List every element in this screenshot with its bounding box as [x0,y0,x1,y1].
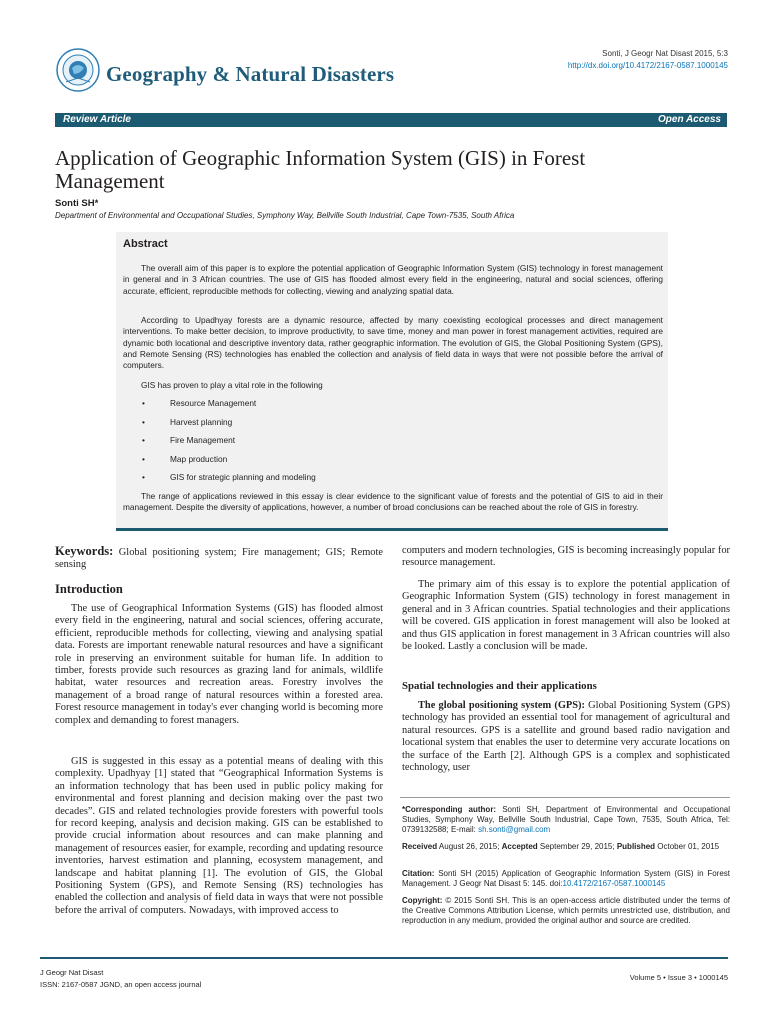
received-date: August 26, 2015; [437,842,502,851]
abstract-paragraph [123,315,663,371]
footer-volume: Volume 5 • Issue 3 • 1000145 [629,973,728,982]
abstract-p3: GIS has proven to play a vital role in the following [141,380,323,390]
bullet-item: • Harvest planning [142,417,233,427]
bullet-label: Map production [170,454,228,464]
affiliation: Department of Environmental and Occupational Studies, Symphony Way, Bellville South Industrial, Cape Town-7535, South Africa [55,211,515,220]
bullet-item: • Fire Management [142,435,236,445]
received-label: Received [402,842,438,851]
bullet-item: • Map production [142,454,228,464]
copyright-text: © 2015 Sonti SH. This is an open-access article distributed under the terms of the Creative Commons Attribution License, which permits unrestricted use, distribution, and reproduction in any medium, provided the original author and source are credited. [402,896,730,925]
right-p3: Global Positioning System (GPS) technology has provided an essential tool for management of agricultural and natural resources. GPS is a satellite and ground based radio navigation and locational system that enables the user to determine very accurate locations on the surface of the Earth [2]. Although GPS is a complex and sophisticated technology, user [402,700,730,774]
bullet-item: • Resource Management [142,398,257,408]
author: Sonti SH* [55,198,99,209]
right-p2: The primary aim of this essay is to explore the potential application of Geographic Information System (GIS) technology in forest management in general and in 3 African countries. Spatial technologies and their applications will be covered. GIS application in forest management will also be looked at and thus GIS application in forest management in 3 African countries will also be looked. Lastly a conclusion will be made. [402,579,730,653]
footer-journal [40,967,201,991]
dates [402,842,730,852]
corr-label: *Corresponding author: [402,805,497,814]
keywords-text: Global positioning system; Fire management; GIS; Remote sensing [55,547,383,571]
bullet-label: Harvest planning [170,417,233,427]
journal-seal-icon [56,48,100,92]
header-citation [568,48,728,72]
citation-doi-link[interactable]: 10.4172/2167-0587.1000145 [562,879,666,888]
subsection-heading: Spatial technologies and their applications [402,680,597,692]
citation-label: Citation: [402,869,435,878]
citation-text: Sonti, J Geogr Nat Disast 2015, 5:3 [602,49,728,58]
abstract-p2: According to Upadhyay forests are a dynamic resource, affected by many coexisting ecological processes and direct management interventions. To make better decision, to improve productivity, to save time, money and man power in forest management activities, required are dynamic both locational and descriptive inventory data, rather geographic information. The evolution of GIS, the Global Positioning System (GPS), and Remote Sensing (RS) technologies has enabled the collection and analysis of field data in ways that were not possible before the arrival of computers. [123,315,663,371]
corresponding-author [402,805,730,835]
intro-p1: The use of Geographical Information Systems (GIS) has flooded almost every field in the engineering, natural and social sciences, offering accurate, efficient, reproducible methods for collecting, viewing and analysing spatial data. Forests are important renewable natural resources and have a significant role in preserving an environment suitable for human life. In addition to timber, forests provide such resources as grazing land for animals, wildlife habitat, water resources and recreation areas. Forestry involves the management of a broad range of natural resources within a forested area. Forest resource management in today's ever changing world is becoming more complex and demanding to forest managers. [55,603,383,726]
abstract-paragraph [123,263,663,297]
copyright-label: Copyright: [402,896,443,905]
divider [400,797,730,798]
body-paragraph [402,579,730,653]
body-paragraph [402,545,730,570]
published-date: October 01, 2015 [655,842,720,851]
footer-journal-abbrev: J Geogr Nat Disast [40,968,104,977]
abstract-heading: Abstract [123,238,168,250]
article-type-label: Review Article [63,114,131,125]
accepted-date: September 29, 2015; [537,842,617,851]
published-label: Published [616,842,656,851]
abstract-box [116,232,668,531]
keywords-label: Keywords: [55,544,114,558]
bullet-label: GIS for strategic planning and modeling [170,472,316,482]
accepted-label: Accepted [501,842,538,851]
section-heading: Introduction [55,582,123,596]
copyright-note [402,896,730,926]
abstract-p1: The overall aim of this paper is to explore the potential application of Geographic Information System (GIS) technology in forest management in general and in 3 African countries. The use of GIS has flooded almost every field in the engineering, natural and social sciences, offering accurate, efficient, reproducible methods for collecting, viewing and analyzing spatial data. [123,263,663,296]
intro-paragraph [55,603,383,727]
corr-text: Sonti SH, Department of Environmental and Occupational Studies, Symphony Way, Bellville South Industrial, Cape Town, 7535, South Africa, Tel: 0739132588; E-mail: [402,805,730,834]
email-link[interactable]: sh.sonti@gmail.com [478,825,551,834]
gps-lead: The global positioning system (GPS): [418,700,585,711]
open-access-label: Open Access [658,114,721,125]
article-type-bar [55,113,727,127]
citation-text: Sonti SH (2015) Application of Geographic Information System (GIS) in Forest Management. J Geogr Nat Disast 5: 145. doi: [402,869,730,888]
abstract-paragraph [123,380,663,391]
citation-note [402,869,730,889]
bullet-label: Resource Management [170,398,257,408]
intro-p2: GIS is suggested in this essay as a potential means of dealing with this complexity. Upadhyay [1] stated that “Geographical Information Systems is an information technology that has been used in public policy making for environmental and forest planning and decision making over the past two decades”. GIS and related technologies provide foresters with powerful tools for record keeping, analysis and decision making. GIS can be established to provide crucial information about resources and can make planning and management of resources easier, for example, recording and updating resource inventories, harvest estimation and planning, ecosystem management, and landscape and habitat planning [1]. The evolution of GIS, the Global Positioning System (GPS), and Remote Sensing (RS) technologies has enabled the collection and analysis of field data in ways that were not possible before the arrival of computers. Nowadays, with improved access to [55,756,383,916]
footer-divider [40,957,728,959]
journal-name: Geography & Natural Disasters [106,62,395,86]
body-paragraph [402,700,730,774]
intro-paragraph [55,756,383,917]
footer-issn: ISSN: 2167-0587 JGND, an open access journal [40,980,202,989]
abstract-paragraph [123,491,663,514]
bullet-label: Fire Management [170,435,236,445]
bullet-item: • GIS for strategic planning and modeling [142,472,316,482]
right-p1: computers and modern technologies, GIS is becoming increasingly popular for resource management. [402,545,730,569]
abstract-p4: The range of applications reviewed in this essay is clear evidence to the significant value of forests and the potential of GIS to aid in their management. Despite the diversity of applications, however, a number of broad conclusions can be reached about the role of GIS in forestry. [123,491,663,513]
doi-link[interactable]: http://dx.doi.org/10.4172/2167-0587.1000145 [567,61,728,70]
keywords [55,545,383,572]
article-title: Application of Geographic Information System (GIS) in Forest Management [55,146,586,193]
